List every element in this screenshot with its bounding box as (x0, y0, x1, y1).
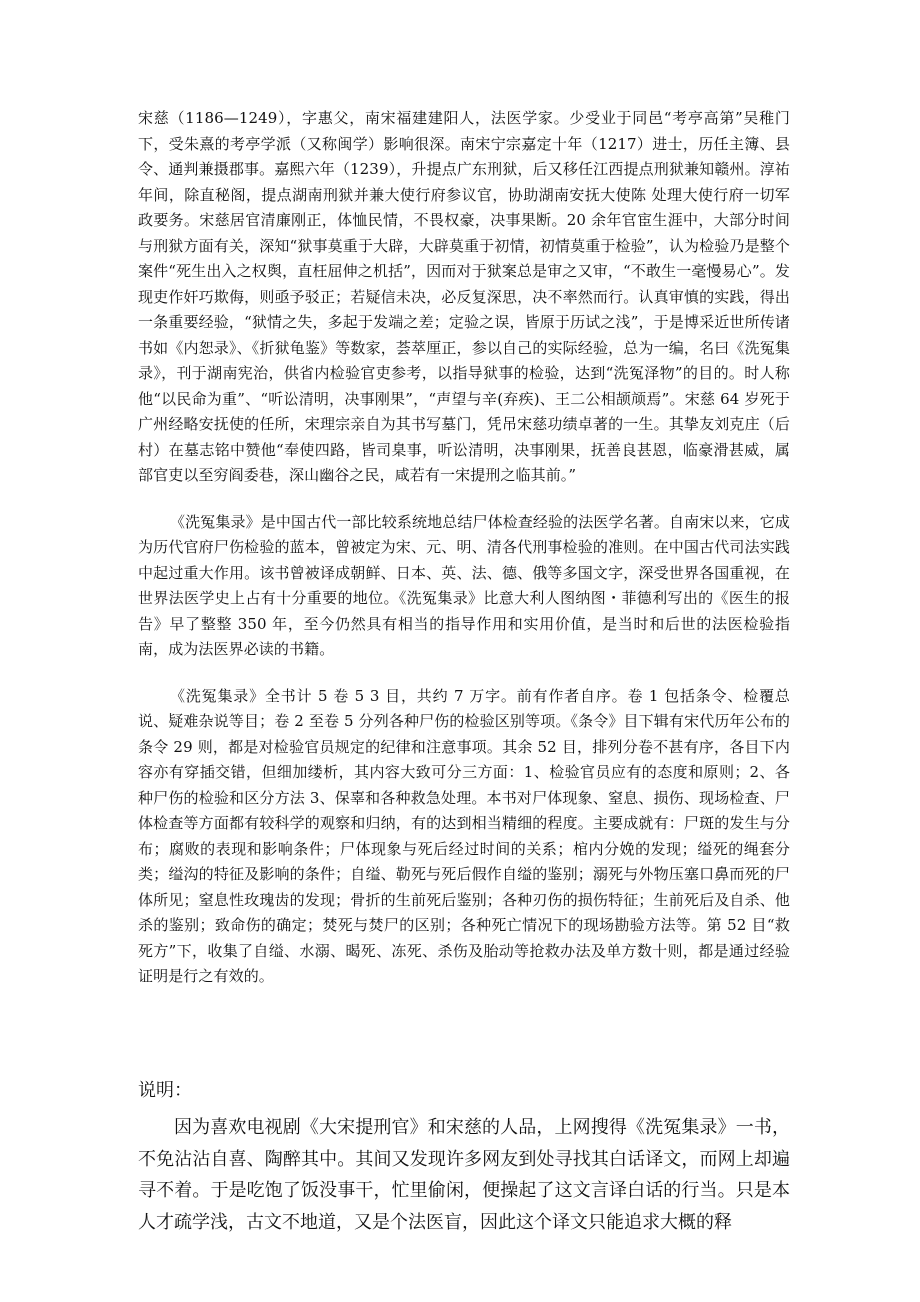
paragraph-significance: 《洗冤集录》是中国古代一部比较系统地总结尸体检查经验的法医学名著。自南宋以来，它成为历代官府尸伤检验的蓝本，曾被定为宋、元、明、清各代刑事检验的准则。在中国古代司法实践中起过重大作用。该书曾被译成朝鲜、日本、英、法、德、俄等多国文字，深受世界各国重视，在世界法医学史上占有十分重要的地位。《洗冤集录》比意大利人图纳图・菲德利写出的《医生的报告》早了整整 350 年，至今仍然具有相当的指导作用和实用价值，是当时和后世的法医检验指南，成为法医界必读的书籍。 (138, 512, 790, 658)
paragraph-contents: 《洗冤集录》全书计 5 卷 5 3 目，共约 7 万字。前有作者自序。卷 1 包括条令、检覆总说、疑难杂说等目；卷 2 至卷 5 分列各种尸伤的检验区别等项。《条令》目下辑有宋代历年公布的条令 29 则，都是对检验官员规定的纪律和注意事项。其余 52 目，排列分卷不甚有序，各目下内容亦有穿插交错，但细加缕析，其内容大致可分三方面：1、检验官员应有的态度和原则；2、各种尸伤的检验和区分方法 3、保辜和各种救急处理。本书对尸体现象、窒息、损伤、现场检查、尸体检查等方面都有较科学的观察和归纳，有的达到相当精细的程度。主要成就有：尸斑的发生与分布；腐败的表现和影响条件；尸体现象与死后经过时间的关系；棺内分娩的发现；缢死的绳套分类；缢沟的特征及影响的条件；自缢、勒死与死后假作自缢的鉴别；溺死与外物压塞口鼻而死的尸体所见；窒息性玫瑰齿的发现；骨折的生前死后鉴别；各种刃伤的损伤特征；生前死后及自杀、他杀的鉴别；致命伤的确定；焚死与焚尸的区别；各种死亡情况下的现场勘验方法等。第 52 目“救死方”下，收集了自缢、水溺、暍死、冻死、杀伤及胎动等抢救办法及单方数十则，都是通过经验证明是行之有效的。 (138, 686, 790, 985)
note-paragraph: 因为喜欢电视剧《大宋提刑官》和宋慈的人品，上网搜得《洗冤集录》一书，不免沾沾自喜、陶醉其中。其间又发现许多网友到处寻找其白话译文，而网上却遍寻不着。于是吃饱了饭没事干，忙里偷闲，便操起了这文言译白话的行当。只是本人才疏学浅，古文不地道，又是个法医盲，因此这个译文只能追求大概的释 (138, 1117, 790, 1233)
paragraph-biography: 宋慈（1186—1249），字惠父，南宋福建建阳人，法医学家。少受业于同邑“考亭高第”吴稚门下，受朱熹的考亭学派（又称闽学）影响很深。南宋宁宗嘉定十年（1217）进士，历任主簿、县令、通判兼摄郡事。嘉熙六年（1239），升提点广东刑狱，后又移任江西提点刑狱兼知赣州。淳祐年间，除直秘阁，提点湖南刑狱并兼大使行府参议官，协助湖南安抚大使陈 处理大使行府一切军政要务。宋慈居官清廉刚正，体恤民情，不畏权豪，决事果断。20 余年官宦生涯中，大部分时间与刑狱方面有关，深知“狱事莫重于大辟，大辟莫重于初情，初情莫重于检验”，认为检验乃是整个案件“死生出入之权舆，直枉屈伸之机括”，因而对于狱案总是审之又审，“不敢生一毫慢易心”。发现吏作奸巧欺侮，则亟予驳正；若疑信未决，必反复深思，决不率然而行。认真审慎的实践，得出一条重要经验，“狱情之失，多起于发端之差；定验之误，皆原于历试之浅”，于是博采近世所传诸书如《内恕录》、《折狱龟鉴》等数家，荟萃厘正，参以自己的实际经验，总为一编，名曰《洗冤集录》，刊于湖南宪治，供省内检验官吏参考，以指导狱事的检验，达到“洗冤泽物”的目的。时人称他“以民命为重”、“听讼清明，决事刚果”，“声望与辛(弃疾)、王二公相颉颃焉”。宋慈 64 岁死于广州经略安抚使的任所，宋理宗亲自为其书写墓门，凭吊宋慈功绩卓著的一生。其挚友刘克庄（后村）在墓志铭中赞他“奉使四路，皆司臬事，听讼清明，决事刚果，抚善良甚恩，临豪滑甚威，属部官吏以至穷阎委巷，深山幽谷之民，咸若有一宋提刑之临其前。” (138, 109, 790, 484)
document-body (138, 106, 790, 990)
note-label: 说明： (138, 1080, 192, 1101)
